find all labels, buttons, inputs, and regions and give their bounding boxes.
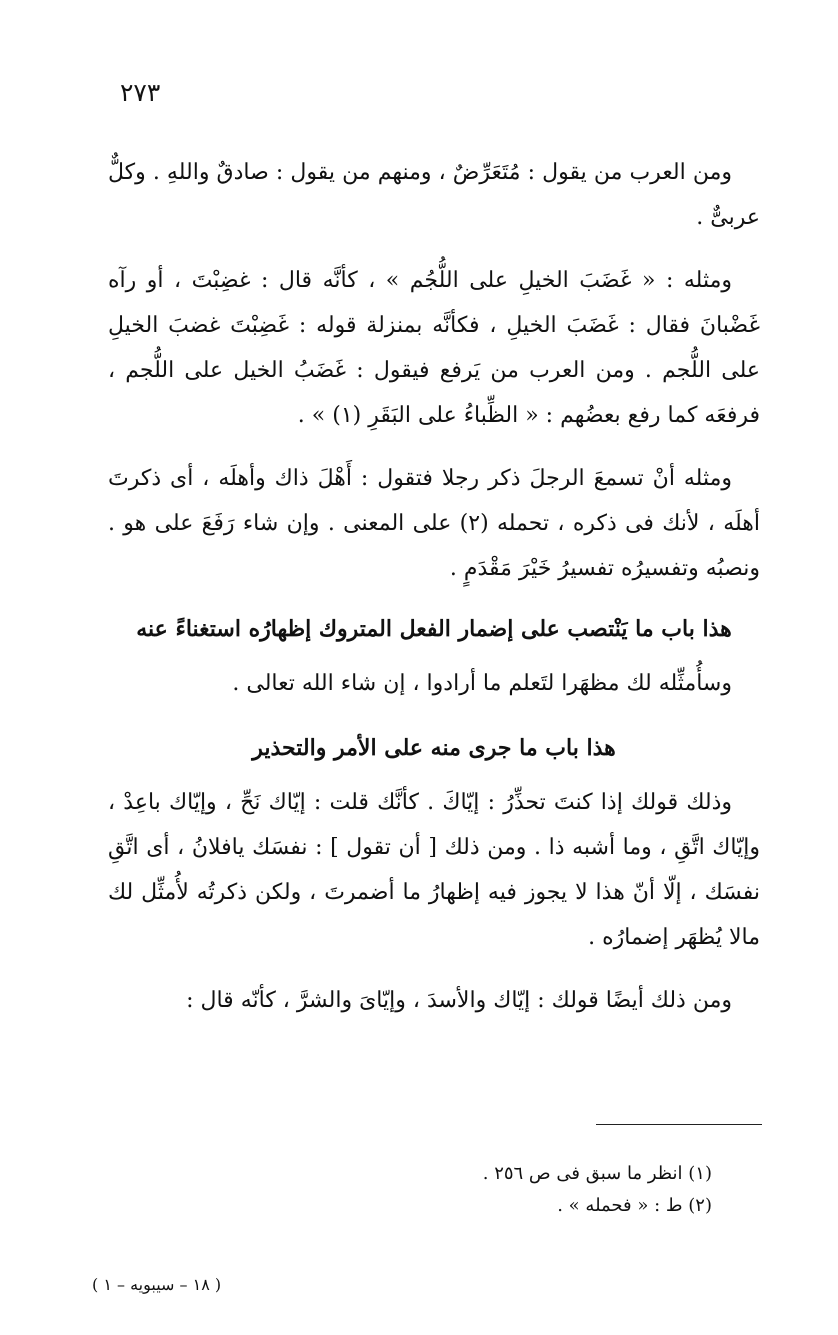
footnote-divider	[596, 1124, 762, 1125]
page-number: ٢٧٣	[120, 78, 161, 107]
paragraph: ومن العرب من يقول : مُتَعَرِّضٌ ، ومنهم من يقول : صادقٌ واللهِ . وكلٌّ عربىٌّ .	[108, 160, 760, 230]
paragraph: ومثله : « غَضَبَ الخيلِ على اللُّجُم » ، كأنَّه قال : غضِبْتَ ، أو رآه غَضْبانَ فقال : غَضَبَ الخيلِ ، فكأنَّه بمنزلة قوله : غَضِبْتَ غضبَ الخيلِ على اللُّجم . ومن العرب من يَرفع فيقول : غَضَبُ الخيل على اللُّجم ، فرفعَه كما رفع بعضُهم : « الظِّباءُ على البَقَرِ (١) » .	[108, 268, 760, 428]
footnote: (١) انظر ما سبق فى ص ٢٥٦ .	[482, 1163, 712, 1184]
signature-mark: ( ١٨ – سيبويه – ١ )	[92, 1275, 222, 1294]
paragraph: وسأُمثِّله لك مظهَرا لتَعلم ما أرادوا ، إن شاء الله تعالى .	[232, 671, 732, 696]
section-heading: هذا باب ما يَنْتصب على إضمار الفعل المتروك إظهارُه استغناءً عنه	[136, 616, 732, 642]
paragraph: وذلك قولك إذا كنتَ تحذِّرُ : إيّاكَ . كأنَّك قلت : إيّاك نَحِّ ، وإيّاك باعِدْ ، وإيّاك اتَّقِ ، وما أشبه ذا . ومن ذلك [ أن تقول ] : نفسَك يافلانُ ، أى اتَّقِ نفسَك ، إلّا أنّ هذا لا يجوز فيه إظهارُ ما أضمرتَ ، ولكن ذكرتُه لأُمثِّل لك مالا يُظهَر إضمارُه .	[108, 790, 760, 950]
footnote: (٢) ط : « فحمله » .	[557, 1195, 712, 1216]
paragraph: ومثله أنْ تسمعَ الرجلَ ذكر رجلا فتقول : أَهْلَ ذاك وأهلَه ، أى ذكرتَ أهلَه ، لأنك فى ذكره ، تحمله (٢) على المعنى . وإن شاء رَفَعَ على هو . ونصبُه وتفسيرُه تفسيرُ خَيْرَ مَقْدَمٍ .	[108, 466, 760, 581]
main-text	[108, 150, 760, 1041]
footnotes	[112, 1158, 712, 1222]
section-heading: هذا باب ما جرى منه على الأمر والتحذير	[252, 735, 616, 761]
paragraph: ومن ذلك أيضًا قولك : إيّاك والأسدَ ، وإيّاىَ والشرَّ ، كأنّه قال :	[186, 988, 732, 1013]
